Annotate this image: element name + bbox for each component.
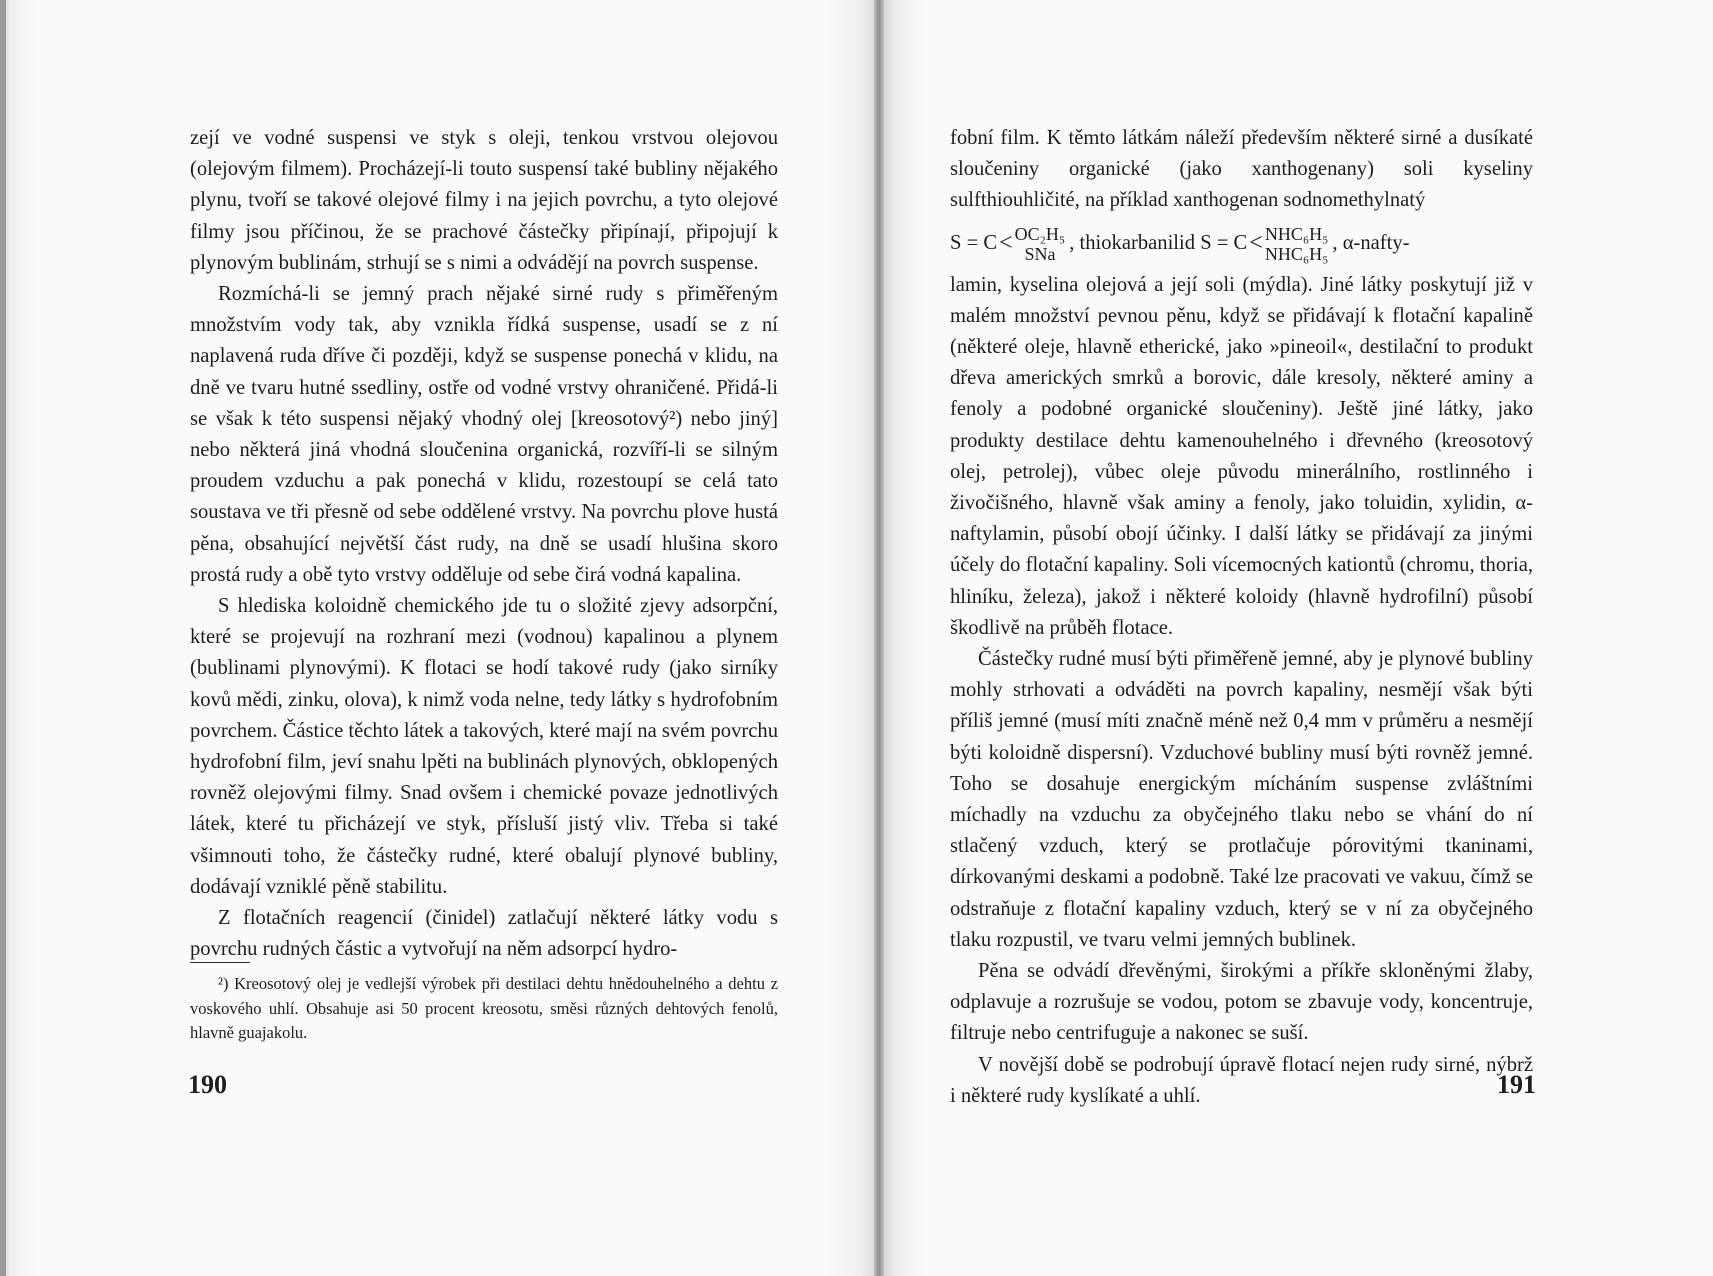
footnote — [190, 972, 778, 1046]
formula-bottom: NHC₆H₅ — [1264, 243, 1329, 264]
formula-tail: , α-nafty- — [1332, 232, 1410, 254]
paragraph: Rozmíchá-li se jemný prach nějaké sirné rudy s přiměřeným množstvím vody tak, aby vznikla řídká suspense, usadí se z ní naplavená ruda dříve či později, když se suspense ponechá v klidu, na dně ve tvaru hutné ssedliny, ostře od vodné vrstvy ohraničené. Přidá-li se však k této suspensi nějaký vhodný olej [kreosotový²) nebo jiný] nebo některá jiná vhodná sloučenina organická, rozvíří-li se silným proudem vzduchu a pak ponechá v klidu, rozestoupí se celá tato soustava ve tři přesně od sebe oddělené vrstvy. Na povrchu plove hustá pěna, obsahující největší část rudy, na dně se usadí hlušina skoro prostá rudy a obě tyto vrstvy odděluje od sebe čirá vodná kapalina. — [190, 283, 778, 586]
paragraph: Částečky rudné musí býti přiměřeně jemné, aby je plynové bubliny mohly strhovati a odváděti na povrch kapaliny, nesmějí však býti příliš jemné (musí míti značně méně než 0,4 mm v průměru a nesmějí býti koloidně dispersní). Vzduchové bubliny musí býti rovněž jemné. Toho se dosahuje energickým mícháním suspense zvláštními míchadly na vzduchu za obyčejného tlaku nebo se vhání do ní stlačený vzduch, který se protlačuje pórovitými tkaninami, dírkovanými deskami a podobně. Také lze pracovati ve vakuu, čímž se odstraňuje z flotační kapaliny vzduch, který se v ní za obyčejného tlaku rozpustil, ve tvaru velmi jemných bublinek. — [950, 648, 1533, 951]
paragraph: V novější době se podrobují úpravě flotací nejen rudy sirné, nýbrž i některé rudy kyslíkaté a uhlí. — [950, 1053, 1533, 1107]
page-number-left: 190 — [188, 1070, 227, 1099]
paragraph: Z flotačních reagencií (činidel) zatlačují některé látky vodu s povrchu rudných částic a vytvořují na něm adsorpcí hydro- — [190, 907, 778, 961]
paragraph: fobní film. K těmto látkám náleží především některé sirné a dusíkaté sloučeniny organické (jako xanthogenany) soli kyseliny sulfthiouhličité, na příklad xanthogenan sodnomethylnatý — [950, 127, 1533, 212]
formula-bracket: < — [1249, 230, 1263, 256]
paragraph: lamin, kyselina olejová a její soli (mýdla). Jiné látky poskytují již v malém množství pevnou pěnu, když se přidávají k flotační kapalině (některé oleje, hlavně etherické, jako »pineoil«, destilační to produkt dřeva amerických smrků a borovic, dále kresoly, některé aminy a fenoly a podobné organické sloučeniny). Ještě jiné látky, jako produkty destilace dehtu kamenouhelného i dřevného (kreosotový olej, petrolej), vůbec oleje původu minerálního, rostlinného i živočišného, hlavně však aminy a fenoly, jako toluidin, xylidin, α-naftylamin, působí obojí účinky. I další látky se přidávají za jinými účely do flotační kapaliny. Soli vícemocných kationtů (chromu, thoria, hliníku, železa), jakož i některé koloidy (hlavně hydrofilní) působí škodlivě na průběh flotace. — [950, 273, 1533, 639]
formula-top: OC₂H₅ — [1014, 223, 1066, 244]
formula-substituents — [1265, 224, 1329, 264]
footnote-text: ²) Kreosotový olej je vedlejší výrobek při destilaci dehtu hnědouhelného a dehtu z voskového uhlí. Obsahuje asi 50 procent kreosotu, směsi různých dehtových fenolů, hlavně guajakolu. — [190, 974, 778, 1042]
book-gutter — [874, 0, 884, 1276]
paragraph: Pěna se odvádí dřevěnými, širokými a příkře skloněnými žlaby, odplavuje a rozrušuje se vodou, potom se zbavuje vody, koncentruje, filtruje nebo centrifuguje a nakonec se suší. — [950, 960, 1533, 1045]
formula-bracket: < — [999, 230, 1013, 256]
chemical-formula — [950, 219, 1533, 269]
formula-top: NHC₆H₅ — [1264, 223, 1329, 244]
paragraph: zejí ve vodné suspensi ve styk s oleji, tenkou vrstvou olejovou (olejovým filmem). Procházejí-li touto suspensí také bubliny nějakého plynu, tvoří se takové olejové filmy i na jejich povrchu, a tyto olejové filmy jsou příčinou, že se prachové částečky připínají, připojují k plynovým bublinám, strhují se s nimi a odvádějí na povrch suspense. — [190, 127, 778, 274]
left-page-body — [190, 123, 778, 965]
formula-bottom: SNa — [1024, 243, 1056, 264]
right-page-body — [950, 123, 1533, 1112]
formula-middle: , thiokarbanilid S = C — [1069, 232, 1248, 254]
paragraph: S hlediska koloidně chemického jde tu o složité zjevy adsorpční, které se projevují na rozhraní mezi (vodnou) kapalinou a plynem (bublinami plynovými). K flotaci se hodí takové rudy (jako sirníky kovů mědi, zinku, olova), k nimž voda nelne, tedy látky s hydrofobním povrchem. Částice těchto látek a takových, které mají na svém povrchu hydrofobní film, jeví snahu lpěti na bublinách plynových, obklopených rovněž olejovými filmy. Snad ovšem i chemické povaze jednotlivých látek, které tu přicházejí ve styk, přísluší jistý vliv. Třeba si také všimnouti toho, že částečky rudné, které obalují plynové bubliny, dodávají vzniklé pěně stabilitu. — [190, 595, 778, 898]
page-edge — [0, 0, 6, 1276]
footnote-rule — [190, 962, 250, 963]
formula-lhs: S = C — [950, 232, 998, 254]
page-number-right: 191 — [1497, 1070, 1536, 1099]
formula-substituents — [1015, 224, 1066, 264]
